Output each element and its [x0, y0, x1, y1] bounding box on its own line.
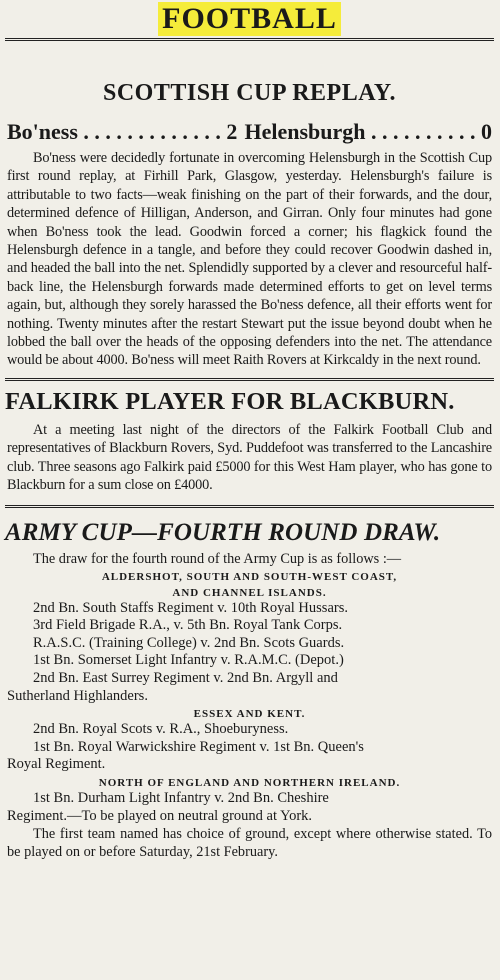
fixture: 3rd Field Brigade R.A., v. 5th Bn. Royal Tank Corps.: [33, 617, 343, 634]
article-divider: [5, 505, 494, 508]
away-team: Helensburgh . . . . . . . . . . 0: [244, 119, 492, 144]
article1-body: Bo'ness were decidedly fortunate in overcoming Helensburgh in the Scottish Cup first round replay, at Firhill Park, Glasgow, yesterday. Helensburgh's failure is attributable to two facts—weak finishing on the part of their forwards, and the dour, determined defence of Hilligan, Anderson, and Girran. Only four minutes had gone when Bo'ness took the lead. Goodwin forced a corner; his flagkick found the Helensburgh defence in a tangle, and before they could recover Goodwin dashed in, and headed the ball into the net. Splendidly supported by a clever and resourceful half-back line, the Helensburgh forwards made determined efforts to get on level terms again, but, although they sorely harassed the Bo'ness defence, all their efforts went for nothing. Twenty minutes after the restart Stewart put the issue beyond doubt when he lobbed the ball over the heads of the opposing defenders into the net. The attendance would be about 4000. Bo'ness will meet Raith Rovers at Kirkcaldy in the next round.: [7, 150, 492, 369]
draw-region-2: [3, 707, 496, 774]
fixture: 2nd Bn. East Surrey Regiment v. 2nd Bn. Argyll and Sutherland Highlanders.: [7, 670, 338, 704]
region-name: NORTH OF ENGLAND AND NORTHERN IRELAND.: [98, 777, 401, 790]
section-masthead: [3, 0, 496, 38]
fixture: 2nd Bn. Royal Scots v. R.A., Shoeburyness.: [33, 721, 289, 738]
article2-body: At a meeting last night of the directors of the Falkirk Football Club and representatives of Blackburn Rovers, Syd. Puddefoot was transferred to the Lancashire club. Three seasons ago Falkirk paid £5000 for this West Ham player, who has gone to Blackburn for a sum close on £4000.: [7, 421, 492, 494]
fixture: 1st Bn. Somerset Light Infantry v. R.A.M.C. (Depot.): [33, 652, 344, 669]
article3-headline: ARMY CUP—FOURTH ROUND DRAW.: [5, 518, 441, 546]
article-divider: [5, 378, 494, 381]
fixture: 1st Bn. Royal Warwickshire Regiment v. 1st Bn. Queen's Royal Regiment.: [7, 738, 364, 773]
fixture: 2nd Bn. South Staffs Regiment v. 10th Royal Hussars.: [33, 599, 348, 616]
fixture: R.A.S.C. (Training College) v. 2nd Bn. Scots Guards.: [33, 634, 345, 651]
article3-footnote: The first team named has choice of ground, except where otherwise stated. To be played on or before Saturday, 21st February.: [7, 826, 492, 861]
fixture: 1st Bn. Durham Light Infantry v. 2nd Bn. Cheshire Regiment.—To be played on neutral ground at York.: [7, 790, 329, 824]
article3-intro: The draw for the fourth round of the Army Cup is as follows :—: [33, 550, 402, 567]
draw-region-1: [3, 570, 496, 706]
region-name: AND CHANNEL ISLANDS.: [172, 586, 327, 599]
draw-region-3: [3, 776, 496, 825]
article1-headline: SCOTTISH CUP REPLAY.: [103, 80, 396, 106]
section-title: FOOTBALL: [158, 2, 341, 36]
article2-headline: FALKIRK PLAYER FOR BLACKBURN.: [5, 387, 455, 415]
region-name: ALDERSHOT, SOUTH AND SOUTH-WEST COAST,: [101, 570, 398, 583]
masthead-rule: [5, 38, 494, 41]
home-team: Bo'ness . . . . . . . . . . . . . 2: [7, 119, 238, 144]
region-name: ESSEX AND KENT.: [193, 708, 306, 721]
article1-scoreline: [7, 119, 492, 145]
